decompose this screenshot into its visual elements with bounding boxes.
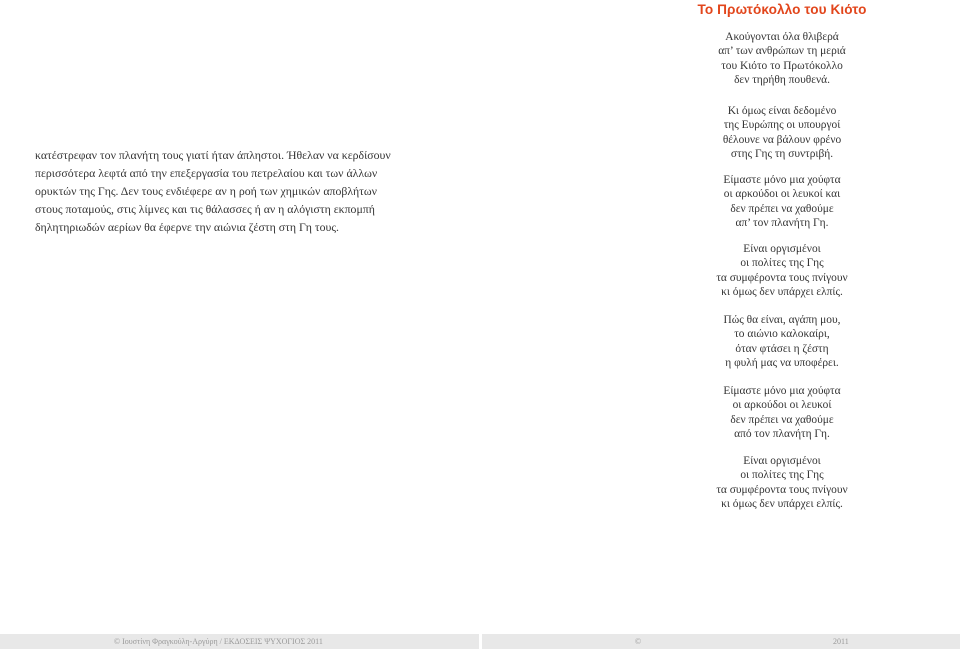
paragraph-line: ορυκτών της Γης. Δεν τους ενδιέφερε αν η ροή των χημικών αποβλήτων — [35, 184, 377, 198]
stanza-line: δεν τηρήθη πουθενά. — [734, 73, 830, 86]
left-page-paragraph — [35, 146, 455, 236]
stanza-line: Κι όμως είναι δεδομένο — [727, 105, 837, 117]
stanza — [662, 104, 902, 161]
stanza — [662, 313, 902, 370]
stanza-line: οι πολίτες της Γης — [740, 469, 824, 482]
stanza-line: Είμαστε μόνο μια χούφτα — [723, 174, 841, 186]
stanza-line: της Ευρώπης οι υπουργοί — [723, 119, 841, 132]
stanza-line: δεν πρέπει να χαθούμε — [730, 202, 834, 215]
stanza-line: απ’ τον πλανήτη Γη. — [735, 216, 829, 229]
stanza-line: τα συμφέροντα τους πνίγουν — [716, 483, 848, 496]
stanza-line: Πώς θα είναι, αγάπη μου, — [723, 314, 841, 326]
stanza-line: από τον πλανήτη Γη. — [734, 427, 830, 440]
stanza — [662, 384, 902, 441]
stanza-line: κι όμως δεν υπάρχει ελπίς. — [721, 497, 843, 510]
stanza-line: απ’ των ανθρώπων τη μεριά — [718, 45, 846, 58]
stanza-line: τα συμφέροντα τους πνίγουν — [716, 271, 848, 284]
stanza — [662, 454, 902, 511]
paragraph-line: περισσότερα λεφτά από την επεξεργασία του πετρελαίου και των άλλων — [35, 166, 378, 180]
stanza — [662, 173, 902, 230]
paragraph-line: κατέστρεφαν τον πλανήτη τους γιατί ήταν άπληστοι. Ήθελαν να κερδίσουν — [35, 148, 391, 162]
poem-column — [662, 0, 902, 560]
stanza-line: Ακούγονται όλα θλιβερά — [725, 31, 839, 43]
stanza-line: στης Γης τη συντριβή. — [730, 147, 834, 160]
stanza-line: του Κιότο το Πρωτόκολλο — [721, 59, 843, 72]
stanza-line: το αιώνιο καλοκαίρι, — [734, 328, 830, 341]
stanza-line: οι αρκούδοι οι λευκοί και — [723, 188, 841, 201]
paragraph-line: δηλητηριωδών αερίων θα έφερνε την αιώνια ζέστη στη Γη τους. — [35, 220, 339, 234]
stanza-line: όταν φτάσει η ζέστη — [735, 342, 829, 355]
paragraph-line: στους ποταμούς, στις λίμνες και τις θάλασσες ή αν η αλόγιστη εκπομπή — [35, 202, 375, 216]
stanza-line: οι αρκούδοι οι λευκοί — [732, 399, 832, 412]
footer-year: 2011 — [833, 637, 849, 646]
stanza-line: Είμαστε μόνο μια χούφτα — [723, 385, 841, 397]
stanza-line: Είναι οργισμένοι — [743, 455, 821, 467]
stanza-line: η φυλή μας να υποφέρει. — [725, 356, 839, 369]
stanza — [662, 242, 902, 299]
stanza — [662, 30, 902, 87]
footer-bar-right — [482, 634, 960, 649]
footer-copyright-symbol: © — [635, 637, 642, 646]
poem-title: Το Πρωτόκολλο του Κιότο — [697, 2, 867, 17]
stanza-line: κι όμως δεν υπάρχει ελπίς. — [721, 285, 843, 298]
stanza-line: οι πολίτες της Γης — [740, 257, 824, 270]
stanza-line: δεν πρέπει να χαθούμε — [730, 413, 834, 426]
stanza-line: Είναι οργισμένοι — [743, 243, 821, 255]
footer-credit: © Ιουστίνη Φραγκούλη-Αργύρη / ΕΚΔΟΣΕΙΣ ΨΥΧΟΓΙΟΣ 2011 — [114, 637, 323, 646]
stanza-line: θέλουνε να βάλουν φρένο — [722, 133, 842, 146]
